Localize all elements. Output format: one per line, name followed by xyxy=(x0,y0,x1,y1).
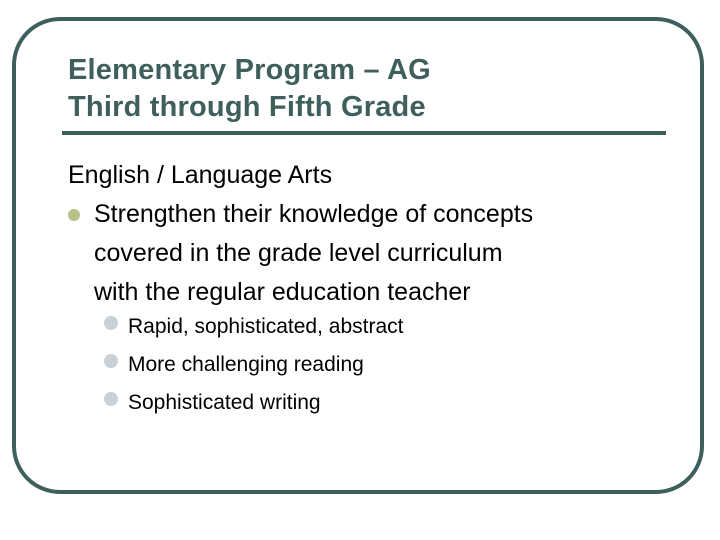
sub-bullet-text: Rapid, sophisticated, abstract xyxy=(128,315,404,338)
main-bullet-line-3: with the regular education teacher xyxy=(94,278,471,306)
sub-bullet-item xyxy=(102,346,668,384)
sub-bullet-item xyxy=(102,308,668,346)
main-bullet xyxy=(68,195,668,312)
title-line-1: Elementary Program – AG xyxy=(68,54,431,86)
sub-bullet-text: Sophisticated writing xyxy=(128,391,321,414)
sub-bullet-dot-icon xyxy=(104,316,118,330)
bullet-dot-icon xyxy=(68,209,80,221)
sub-bullet-list xyxy=(102,308,668,422)
sub-bullet-item xyxy=(102,384,668,422)
slide-title xyxy=(68,52,431,126)
main-bullet-line-1: Strengthen their knowledge of concepts xyxy=(94,200,534,228)
section-heading: English / Language Arts xyxy=(68,161,333,189)
sub-bullet-text: More challenging reading xyxy=(128,353,364,376)
slide-body xyxy=(68,155,668,422)
title-divider xyxy=(62,131,666,135)
sub-bullet-dot-icon xyxy=(104,392,118,406)
title-line-2: Third through Fifth Grade xyxy=(68,91,426,123)
main-bullet-line-2: covered in the grade level curriculum xyxy=(94,239,503,267)
sub-bullet-dot-icon xyxy=(104,354,118,368)
